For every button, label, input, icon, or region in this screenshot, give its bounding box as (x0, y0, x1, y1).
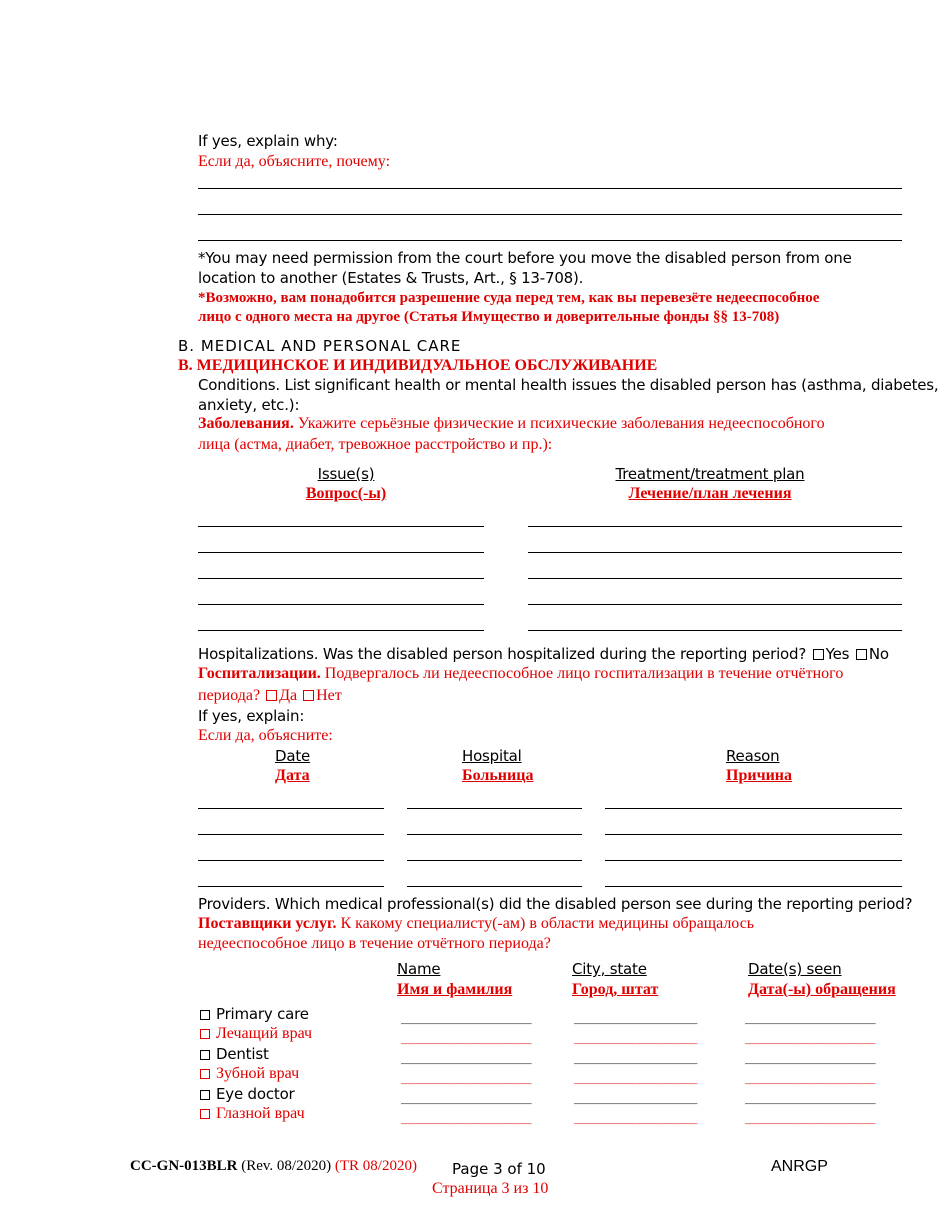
name-blank-ru[interactable]: __________________ (401, 1030, 532, 1045)
provider-row-label (200, 1105, 305, 1123)
provider-row-label (200, 1085, 295, 1103)
eye-doctor-label: Eye doctor (216, 1085, 295, 1103)
issue-line[interactable] (198, 630, 484, 631)
providers-question: Providers. Which medical professional(s) did the disabled person see during the reporting period? (198, 895, 913, 913)
issue-line[interactable] (198, 604, 484, 605)
providers-ru-rest: К какому специалисту(-ам) в области медицины обращалось (336, 915, 755, 932)
col-name-header-ru: Имя и фамилия (397, 981, 513, 998)
da-label: Да (279, 687, 298, 704)
reason-line[interactable] (605, 808, 902, 809)
name-blank-ru[interactable]: __________________ (401, 1110, 532, 1125)
col-reason-header: Reason (726, 747, 780, 765)
section-b-heading: B. MEDICAL AND PERSONAL CARE (178, 337, 462, 355)
issue-line[interactable] (198, 552, 484, 553)
dates-blank-ru[interactable]: __________________ (745, 1110, 876, 1125)
providers-label-ru: Поставщики услуг. (198, 915, 337, 932)
hospitalizations-question-ru-line2 (198, 687, 342, 705)
form-id (130, 1158, 417, 1175)
form-rev: (Rev. 08/2020) (237, 1158, 335, 1174)
permission-note-ru-line1: *Возможно, вам понадобится разрешение суда перед тем, как вы перевезёте недееспособное (198, 290, 820, 306)
dentist-ru-checkbox[interactable] (200, 1069, 210, 1079)
col-hospital-header-ru: Больница (462, 767, 534, 784)
dentist-label: Dentist (216, 1045, 269, 1063)
reason-line[interactable] (605, 834, 902, 835)
conditions-ru-rest: Укажите серьёзные физические и психические заболевания недееспособного (293, 415, 825, 432)
permission-note-ru-line2: лицо с одного места на другое (Статья Имущество и доверительные фонды §§ 13-708) (198, 309, 780, 325)
provider-row-label (200, 1005, 309, 1023)
hospitalizations-ru-rest: Подвергалось ли недееспособное лицо госпитализации в течение отчётного (320, 665, 844, 682)
dates-blank[interactable]: __________________ (745, 1050, 876, 1065)
page-number: Page 3 of 10 (452, 1160, 546, 1178)
dentist-ru-label: Зубной врач (216, 1065, 300, 1082)
col-treatment-header: Treatment/treatment plan (615, 465, 805, 483)
explain-line-1[interactable] (198, 188, 902, 189)
if-yes-explain: If yes, explain: (198, 707, 305, 725)
city-blank-ru[interactable]: _________________ (574, 1070, 697, 1085)
col-name-header: Name (397, 960, 441, 978)
date-line[interactable] (198, 886, 384, 887)
col-city-header: City, state (572, 960, 647, 978)
issue-line[interactable] (198, 526, 484, 527)
provider-row-label (200, 1065, 299, 1083)
col-reason-header-ru: Причина (726, 767, 793, 784)
eye-doctor-ru-checkbox[interactable] (200, 1109, 210, 1119)
col-city-header-ru: Город, штат (572, 981, 659, 998)
treatment-line[interactable] (528, 630, 902, 631)
providers-question-ru-line1 (198, 915, 754, 933)
page-number-ru: Страница 3 из 10 (432, 1180, 549, 1197)
hospital-line[interactable] (407, 808, 582, 809)
col-treatment-header-ru: Лечение/план лечения (628, 485, 792, 502)
da-checkbox[interactable] (266, 690, 277, 701)
hospital-line[interactable] (407, 860, 582, 861)
hospitalizations-question-text: Hospitalizations. Was the disabled person hospitalized during the reporting period? (198, 645, 807, 663)
col-date-header: Date (275, 747, 311, 765)
hospital-line[interactable] (407, 886, 582, 887)
treatment-line[interactable] (528, 552, 902, 553)
section-b-heading-ru: B. МЕДИЦИНСКОЕ И ИНДИВИДУАЛЬНОЕ ОБСЛУЖИВАНИЕ (178, 357, 658, 374)
city-blank[interactable]: _________________ (574, 1010, 697, 1025)
name-blank[interactable]: __________________ (401, 1050, 532, 1065)
name-blank[interactable]: __________________ (401, 1010, 532, 1025)
col-hospital-header: Hospital (462, 747, 522, 765)
treatment-line[interactable] (528, 526, 902, 527)
net-label: Нет (316, 687, 342, 704)
col-issue-header-ru: Вопрос(-ы) (305, 485, 387, 502)
primary-care-ru-checkbox[interactable] (200, 1029, 210, 1039)
primary-care-label: Primary care (216, 1005, 309, 1023)
net-checkbox[interactable] (303, 690, 314, 701)
treatment-line[interactable] (528, 578, 902, 579)
hospital-line[interactable] (407, 834, 582, 835)
reason-line[interactable] (605, 860, 902, 861)
provider-row-label (200, 1025, 312, 1043)
form-tr: (TR 08/2020) (334, 1158, 417, 1174)
explain-line-2[interactable] (198, 214, 902, 215)
provider-row-label (200, 1045, 269, 1063)
city-blank[interactable]: _________________ (574, 1050, 697, 1065)
col-dates-header-ru: Дата(-ы) обращения (748, 981, 896, 998)
reason-line[interactable] (605, 886, 902, 887)
eye-doctor-checkbox[interactable] (200, 1090, 210, 1100)
conditions-text-line2: anxiety, etc.): (198, 396, 300, 414)
if-yes-explain-why-ru: Если да, объясните, почему: (198, 153, 391, 170)
hospitalizations-label-ru: Госпитализации. (198, 665, 321, 682)
conditions-text-ru-line1 (198, 415, 825, 433)
primary-care-ru-label: Лечащий врач (216, 1025, 313, 1042)
dentist-checkbox[interactable] (200, 1050, 210, 1060)
col-issue-header: Issue(s) (317, 465, 375, 483)
explain-line-3[interactable] (198, 240, 902, 241)
conditions-label-ru: Заболевания. (198, 415, 294, 432)
name-blank-ru[interactable]: __________________ (401, 1070, 532, 1085)
city-blank-ru[interactable]: _________________ (574, 1110, 697, 1125)
dates-blank-ru[interactable]: __________________ (745, 1030, 876, 1045)
col-dates-header: Date(s) seen (748, 960, 842, 978)
no-checkbox[interactable] (856, 649, 867, 660)
issue-line[interactable] (198, 578, 484, 579)
eye-doctor-ru-label: Глазной врач (216, 1105, 305, 1122)
form-code-anrgp: ANRGP (771, 1158, 828, 1175)
treatment-line[interactable] (528, 604, 902, 605)
hospitalizations-question-ru-line1 (198, 665, 843, 683)
col-date-header-ru: Дата (275, 767, 310, 784)
hospitalizations-question (198, 645, 889, 663)
dates-blank[interactable]: __________________ (745, 1090, 876, 1105)
if-yes-explain-why: If yes, explain why: (198, 132, 338, 150)
providers-question-ru-line2: недееспособное лицо в течение отчётного периода? (198, 935, 551, 952)
if-yes-explain-ru: Если да, объясните: (198, 727, 333, 744)
yes-label: Yes (825, 645, 850, 663)
permission-note-line2: location to another (Estates & Trusts, Art., § 13-708). (198, 269, 584, 287)
period-ru: периода? (198, 687, 261, 704)
date-line[interactable] (198, 834, 384, 835)
name-blank[interactable]: __________________ (401, 1090, 532, 1105)
conditions-text-ru-line2: лица (астма, диабет, тревожное расстройство и пр.): (198, 436, 553, 453)
date-line[interactable] (198, 808, 384, 809)
dates-blank[interactable]: __________________ (745, 1010, 876, 1025)
permission-note-line1: *You may need permission from the court before you move the disabled person from one (198, 249, 852, 267)
city-blank-ru[interactable]: _________________ (574, 1030, 697, 1045)
city-blank[interactable]: _________________ (574, 1090, 697, 1105)
no-label: No (868, 645, 889, 663)
yes-checkbox[interactable] (813, 649, 824, 660)
primary-care-checkbox[interactable] (200, 1010, 210, 1020)
dates-blank-ru[interactable]: __________________ (745, 1070, 876, 1085)
form-code: CC-GN-013BLR (130, 1158, 238, 1174)
date-line[interactable] (198, 860, 384, 861)
conditions-text-line1: Conditions. List significant health or mental health issues the disabled person has (asthma, diabetes, (198, 376, 939, 394)
